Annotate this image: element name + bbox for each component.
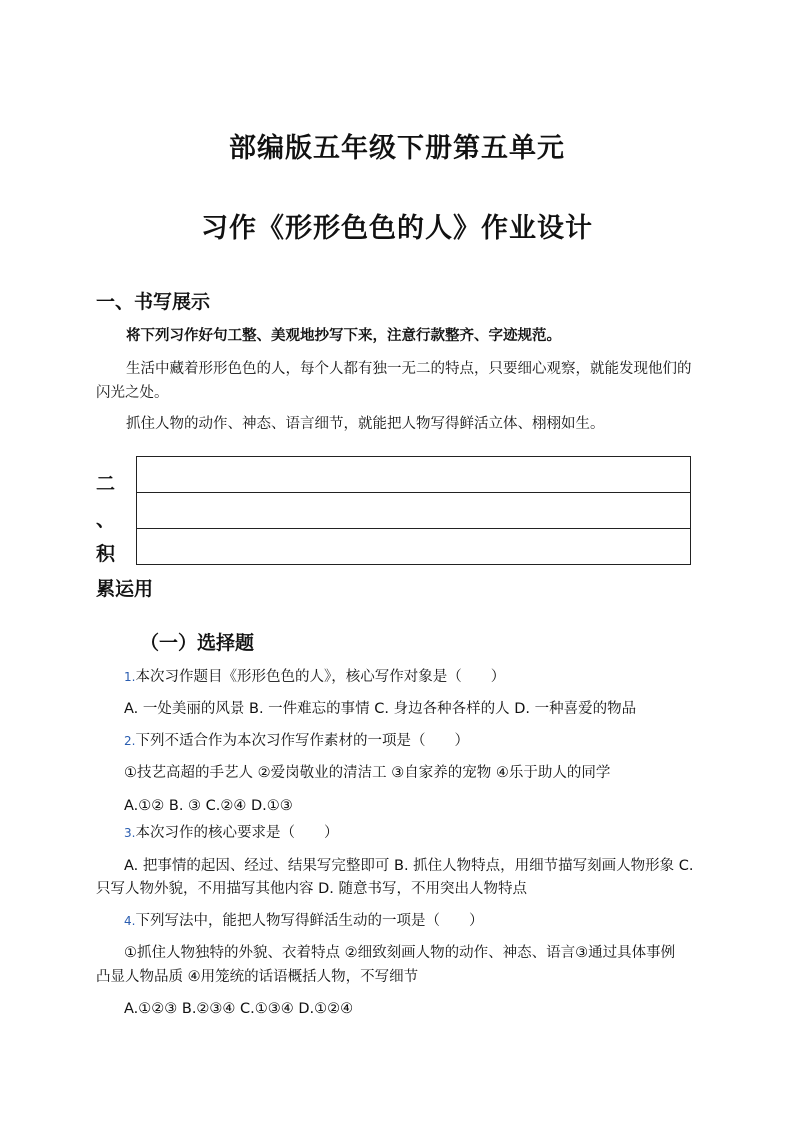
question-4: [124, 910, 483, 932]
section2-heading-rest: 累运用: [96, 578, 154, 600]
section2-heading-char2: 、: [96, 509, 116, 531]
question-3-options-line1: A. 把事情的起因、经过、结果写完整即可 B. 抓住人物特点，用细节描写刻画人物形象 C.: [124, 858, 694, 874]
question-1-options: A. 一处美丽的风景 B. 一件难忘的事情 C. 身边各种各样的人 D. 一种喜爱的物品: [124, 701, 637, 717]
question-4-options: A.①②③ B.②③④ C.①③④ D.①②④: [124, 1001, 354, 1017]
section1-sentence2: 抓住人物的动作、神态、语言细节，就能把人物写得鲜活立体、栩栩如生。: [126, 416, 605, 432]
question-3: [124, 822, 338, 844]
question-text: 下列写法中，能把人物写得鲜活生动的一项是（ ）: [135, 913, 484, 929]
question-2-items: ①技艺高超的手艺人 ②爱岗敬业的清洁工 ③自家养的宠物 ④乐于助人的同学: [124, 765, 611, 781]
question-number: 4.: [124, 914, 136, 928]
question-2-options: A.①② B. ③ C.②④ D.①③: [124, 798, 293, 814]
question-2: [124, 730, 469, 752]
question-4-items-line1: ①抓住人物独特的外貌、衣着特点 ②细致刻画人物的动作、神态、语言③通过具体事例: [124, 945, 676, 961]
question-text: 本次习作的核心要求是（ ）: [135, 825, 339, 841]
writing-line[interactable]: [137, 493, 691, 529]
question-number: 2.: [124, 734, 136, 748]
document-title-line2: 习作《形形色色的人》作业设计: [201, 213, 593, 244]
question-text: 下列不适合作为本次习作写作素材的一项是（ ）: [135, 733, 469, 749]
question-text: 本次习作题目《形形色色的人》，核心写作对象是（ ）: [135, 669, 506, 685]
question-number: 1.: [124, 670, 136, 684]
writing-line[interactable]: [137, 457, 691, 493]
document-title-line1: 部编版五年级下册第五单元: [229, 133, 565, 164]
section1-sentence1-line2: 闪光之处。: [96, 385, 169, 401]
section1-instruction: 将下列习作好句工整、美观地抄写下来，注意行款整齐、字迹规范。: [126, 328, 561, 344]
section2-heading-char1: 二: [96, 473, 116, 495]
question-3-options-line2: 只写人物外貌，不用描写其他内容 D. 随意书写，不用突出人物特点: [96, 881, 527, 897]
section2-heading-char3: 积: [96, 543, 116, 565]
writing-line[interactable]: [137, 529, 691, 565]
writing-grid: [136, 456, 691, 565]
question-number: 3.: [124, 826, 136, 840]
section1-sentence1-line1: 生活中藏着形形色色的人，每个人都有独一无二的特点，只要细心观察，就能发现他们的: [126, 361, 692, 377]
section1-heading: 一、书写展示: [96, 291, 211, 313]
question-4-items-line2: 凸显人物品质 ④用笼统的话语概括人物，不写细节: [96, 969, 419, 985]
question-1: [124, 666, 505, 688]
subsection-heading: （一）选择题: [140, 632, 255, 654]
